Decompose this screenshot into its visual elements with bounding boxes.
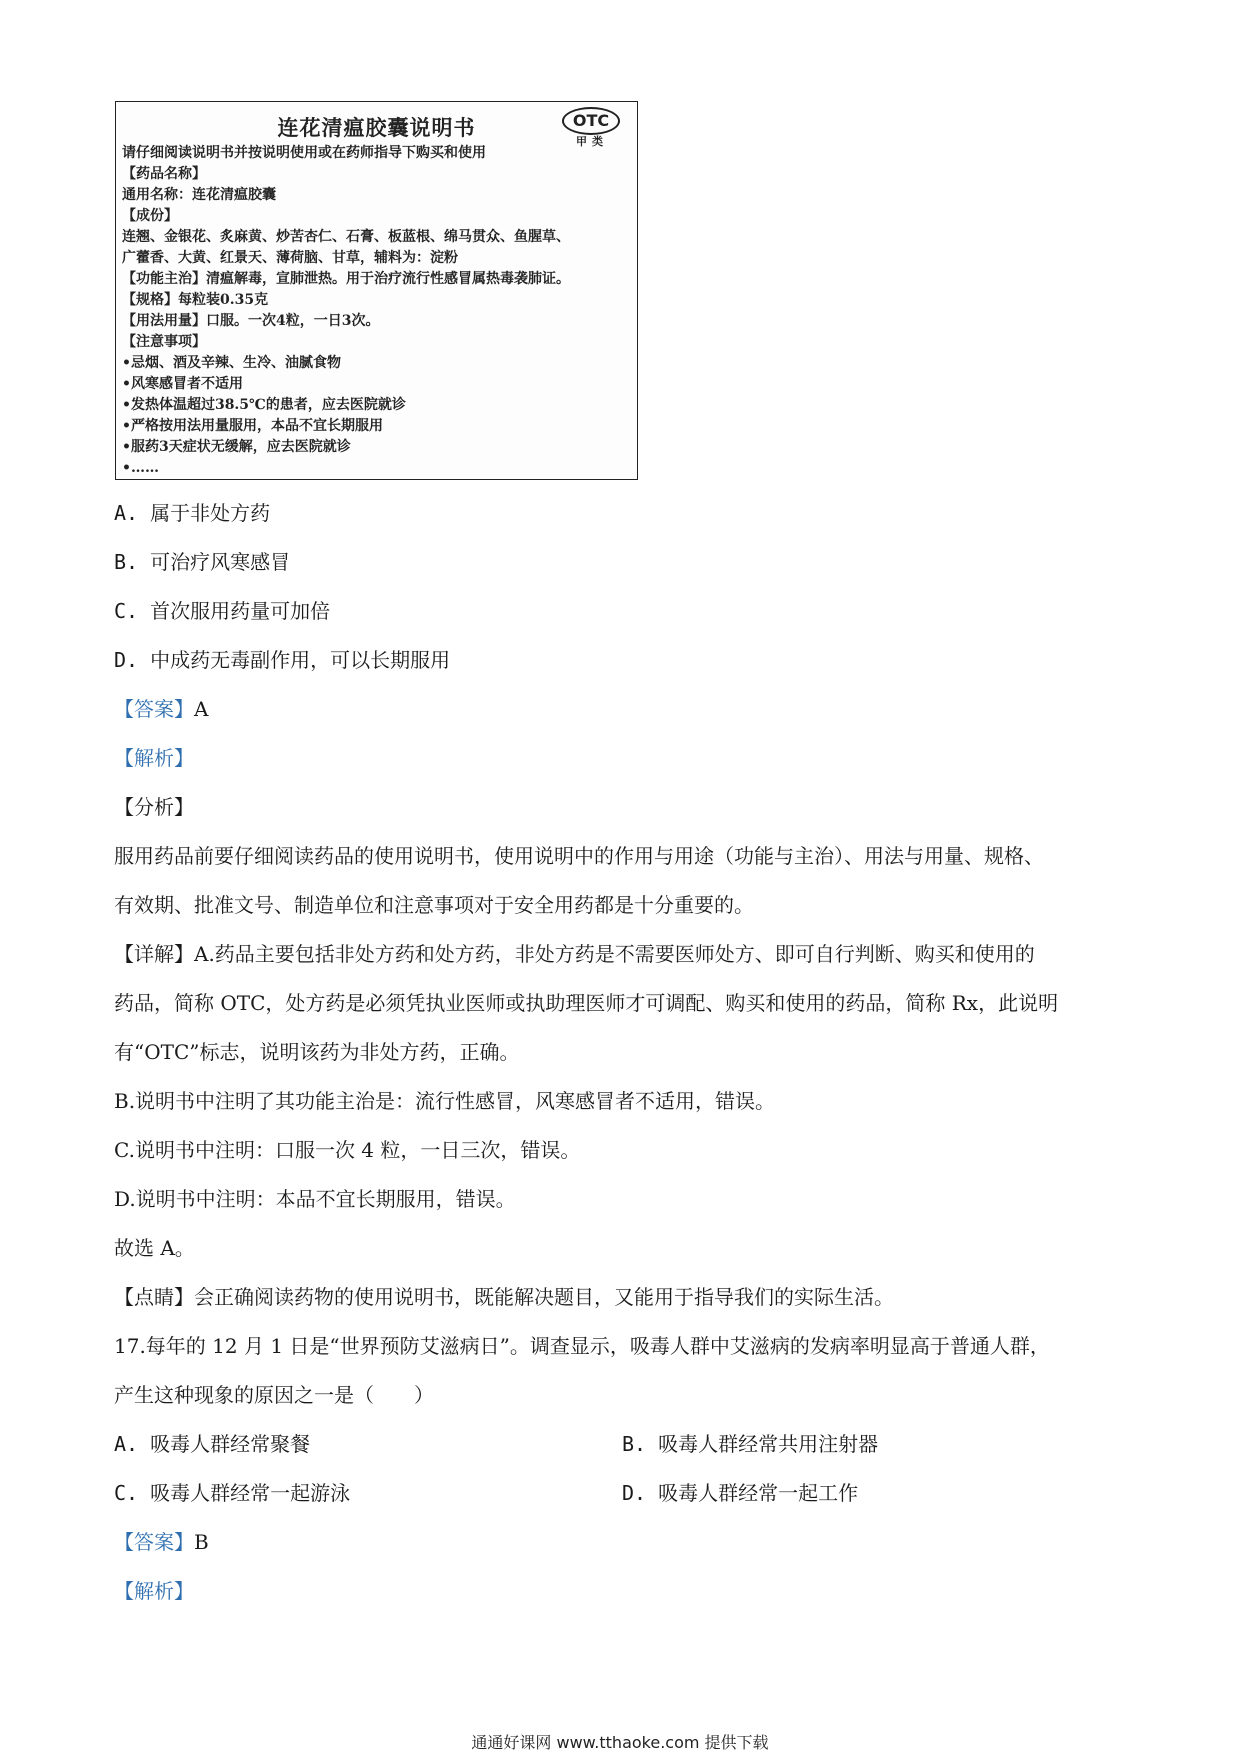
detail-line: 【详解】A.药品主要包括非处方药和处方药，非处方药是不需要医师处方、即可自行判断、购买和使用的 [114, 942, 1035, 966]
detail-line: 故选 A。 [114, 1236, 195, 1260]
detail-line: B.说明书中注明了其功能主治是：流行性感冒，风寒感冒者不适用，错误。 [114, 1089, 776, 1113]
q17-stem-line: 产生这种现象的原因之一是（ ） [114, 1383, 434, 1407]
leaflet-line: •忌烟、酒及辛辣、生冷、油腻食物 [122, 355, 341, 371]
leaflet-line: •风寒感冒者不适用 [122, 376, 243, 392]
q17-option-a: A. 吸毒人群经常聚餐 [114, 1432, 311, 1456]
q16-option-b: B. 可治疗风寒感冒 [114, 550, 291, 574]
q17-stem-line: 17.每年的 12 月 1 日是“世界预防艾滋病日”。调查显示，吸毒人群中艾滋病的发病率明显高于普通人群， [114, 1334, 1050, 1358]
answer-label: 【答案】 [114, 1530, 194, 1554]
leaflet-line: 【药品名称】 [122, 166, 206, 182]
q17-answer [114, 1529, 209, 1555]
detail-line: 有“OTC”标志，说明该药为非处方药，正确。 [114, 1040, 520, 1064]
analysis-line: 有效期、批准文号、制造单位和注意事项对于安全用药都是十分重要的。 [114, 893, 754, 917]
q16-option-d: D. 中成药无毒副作用，可以长期服用 [114, 648, 451, 672]
leaflet-line: •服药3天症状无缓解，应去医院就诊 [122, 439, 351, 455]
leaflet-line: 【用法用量】口服。一次4粒，一日3次。 [122, 313, 380, 329]
leaflet-line: 【注意事项】 [122, 334, 206, 350]
q16-option-c: C. 首次服用药量可加倍 [114, 599, 331, 623]
otc-class: 甲类 [576, 135, 608, 148]
q17-option-b: B. 吸毒人群经常共用注射器 [622, 1432, 879, 1456]
detail-line: C.说明书中注明：口服一次 4 粒，一日三次，错误。 [114, 1138, 581, 1162]
analysis-line: 服用药品前要仔细阅读药品的使用说明书，使用说明中的作用与用途（功能与主治）、用法与用量、规格、 [114, 844, 1044, 868]
leaflet-line: 【规格】每粒装0.35克 [122, 292, 269, 308]
page-footer: 通通好课网 www.tthaoke.com 提供下载 [471, 1733, 769, 1752]
q16-option-a: A. 属于非处方药 [114, 501, 271, 525]
leaflet-line: 通用名称：连花清瘟胶囊 [122, 187, 276, 203]
medicine-leaflet-image [115, 101, 638, 480]
answer-value: A [194, 697, 209, 721]
leaflet-title: 连花清瘟胶囊说明书 [277, 115, 476, 140]
q17-option-c: C. 吸毒人群经常一起游泳 [114, 1481, 351, 1505]
leaflet-line: 请仔细阅读说明书并按说明使用或在药师指导下购买和使用 [122, 145, 486, 161]
q16-jiexi: 【解析】 [114, 746, 194, 770]
q16-fenxi-heading: 【分析】 [114, 795, 194, 819]
leaflet-line: •严格按用法用量服用，本品不宜长期服用 [122, 418, 383, 434]
leaflet-line: •发热体温超过38.5℃的患者，应去医院就诊 [122, 397, 406, 413]
q16-answer [114, 696, 208, 722]
otc-mark: OTC [562, 107, 620, 135]
q16-dianjing: 【点睛】会正确阅读药物的使用说明书，既能解决题目，又能用于指导我们的实际生活。 [114, 1285, 894, 1309]
answer-value: B [194, 1530, 209, 1554]
detail-line: 药品，简称 OTC，处方药是必须凭执业医师或执助理医师才可调配、购买和使用的药品，简称 Rx，此说明 [114, 991, 1059, 1015]
leaflet-line: 【功能主治】清瘟解毒，宣肺泄热。用于治疗流行性感冒属热毒袭肺证。 [122, 271, 570, 287]
q17-option-d: D. 吸毒人群经常一起工作 [622, 1481, 859, 1505]
q17-jiexi: 【解析】 [114, 1579, 194, 1603]
leaflet-line: •…… [122, 460, 159, 476]
detail-line: D.说明书中注明：本品不宜长期服用，错误。 [114, 1187, 516, 1211]
leaflet-line: 连翘、金银花、炙麻黄、炒苦杏仁、石膏、板蓝根、绵马贯众、鱼腥草、 [122, 229, 570, 245]
leaflet-line: 广藿香、大黄、红景天、薄荷脑、甘草，辅料为：淀粉 [122, 250, 458, 266]
answer-label: 【答案】 [114, 697, 194, 721]
leaflet-line: 【成份】 [122, 208, 178, 224]
